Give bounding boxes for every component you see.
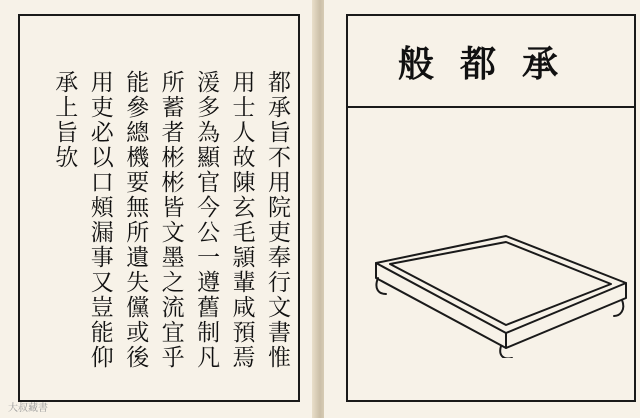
text-column: 都承旨不用院吏奉行文書惟 <box>264 70 290 370</box>
watermark: 大叔藏書 <box>8 403 48 414</box>
text-column: 用士人故陳玄毛頴輩咸預焉 <box>228 70 255 370</box>
right-page <box>324 0 640 418</box>
tray-illustration <box>356 228 636 358</box>
text-column: 湲多為顯官今公一遵舊制凡 <box>193 70 220 370</box>
text-frame <box>18 14 300 402</box>
text-column: 所蓄者彬彬皆文墨之流宜乎 <box>157 70 184 370</box>
text-column: 能參總機要無所遺失儻或後 <box>122 70 149 370</box>
text-columns <box>52 70 288 370</box>
title-box <box>348 16 634 108</box>
illustration-frame <box>346 14 636 402</box>
left-page <box>0 0 316 418</box>
text-column: 用吏必以口頰漏事又豈能仰 <box>86 70 113 370</box>
page-title: 般都承 <box>397 42 584 85</box>
text-column: 承上旨欤 <box>51 70 78 170</box>
